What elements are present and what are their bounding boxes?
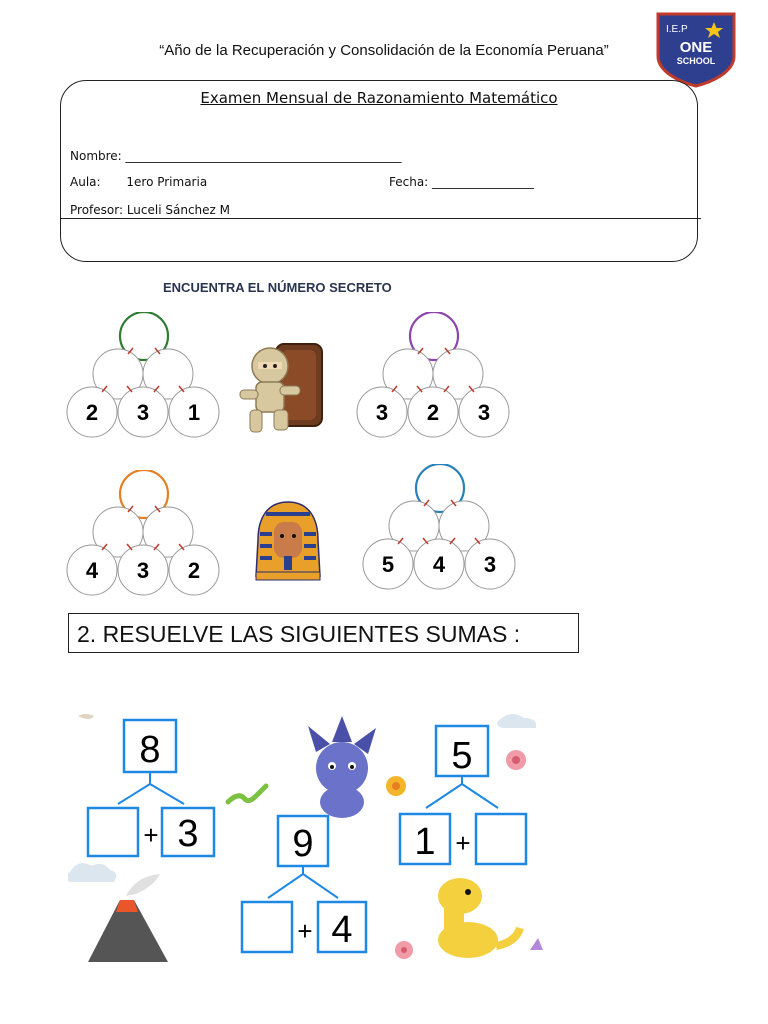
cloud-icon xyxy=(497,714,536,728)
plus-sign: + xyxy=(455,828,471,858)
exam-header xyxy=(60,80,698,262)
pyramid-number: 3 xyxy=(375,400,389,425)
cloud-icon xyxy=(68,863,116,882)
national-motto: “Año de la Recuperación y Consolidación de la Economía Peruana” xyxy=(159,42,609,59)
pyramid-1 xyxy=(66,312,226,438)
sum-1-right: 3 xyxy=(177,813,199,855)
section2-title: 2. RESUELVE LAS SIGUIENTES SUMAS : xyxy=(68,613,579,653)
flower-icon xyxy=(386,776,406,796)
yellow-dinosaur-icon xyxy=(438,878,520,958)
sum-1-total: 8 xyxy=(139,729,161,771)
pyramid-number: 4 xyxy=(85,558,99,583)
pyramid-2 xyxy=(356,312,516,438)
pyramid-number: 3 xyxy=(136,400,150,425)
school-logo xyxy=(652,8,740,88)
worm-icon xyxy=(228,786,266,802)
plus-sign: + xyxy=(143,820,159,850)
volcano-icon xyxy=(88,874,168,962)
aula-label: Aula: xyxy=(70,175,101,189)
sum-3-total: 5 xyxy=(451,735,473,777)
header-divider xyxy=(61,218,701,219)
pyramid-number: 5 xyxy=(381,552,395,577)
sum-2-right: 4 xyxy=(331,909,353,951)
sum-3-left: 1 xyxy=(414,821,436,863)
mummy-icon xyxy=(236,340,328,436)
pyramid-number: 2 xyxy=(85,400,99,425)
pyramid-4 xyxy=(362,464,522,590)
nombre-field: Nombre: ______________________________________________ xyxy=(70,149,402,163)
flower-icon xyxy=(395,941,413,959)
logo-top-text: I.E.P xyxy=(666,24,688,35)
cloud-icon xyxy=(78,714,94,719)
aula-value: 1ero Primaria xyxy=(126,175,208,189)
pyramid-number: 2 xyxy=(426,400,440,425)
logo-line2: SCHOOL xyxy=(676,56,716,66)
plus-sign: + xyxy=(297,916,313,946)
profesor-field: Profesor: Luceli Sánchez M xyxy=(70,203,230,217)
pyramid-number: 1 xyxy=(187,400,201,425)
pyramid-number: 2 xyxy=(187,558,201,583)
pyramid-number: 3 xyxy=(483,552,497,577)
sum-2-total: 9 xyxy=(292,823,314,865)
blue-dinosaur-icon xyxy=(308,716,376,818)
fecha-field: Fecha: _________________ xyxy=(389,175,535,189)
leaf-icon xyxy=(530,938,543,950)
pyramid-number: 3 xyxy=(477,400,491,425)
aula-field xyxy=(70,175,207,189)
pyramid-3 xyxy=(66,470,226,596)
pyramid-number: 3 xyxy=(136,558,150,583)
sums-exercise xyxy=(68,712,543,962)
logo-line1: ONE xyxy=(679,39,713,56)
exam-title: Examen Mensual de Razonamiento Matemático xyxy=(200,89,558,107)
pharaoh-icon xyxy=(252,500,324,584)
flower-icon xyxy=(506,750,526,770)
pyramid-number: 4 xyxy=(432,552,446,577)
section1-title: ENCUENTRA EL NÚMERO SECRETO xyxy=(163,280,392,295)
